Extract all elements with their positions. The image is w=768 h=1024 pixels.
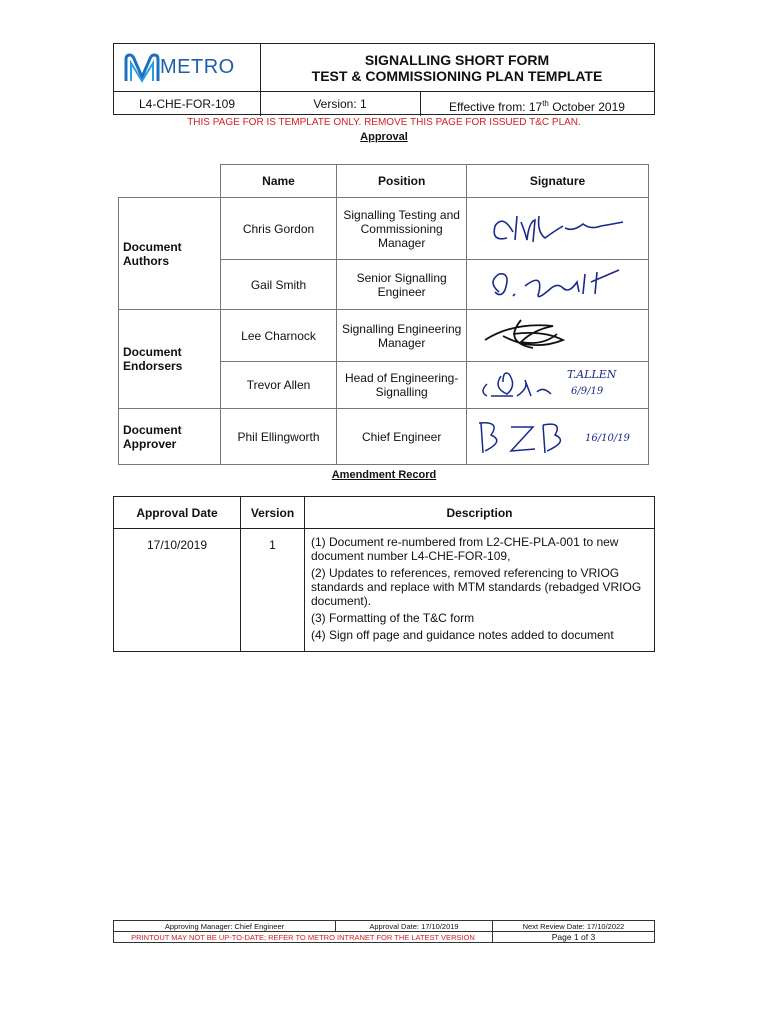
effective-date-suffix: October 2019 bbox=[548, 100, 625, 114]
footer-row-1 bbox=[114, 921, 655, 932]
description-item: (1) Document re-numbered from L2-CHE-PLA-001 to new document number L4-CHE-FOR-109, bbox=[311, 535, 619, 563]
effective-date-prefix: Effective from: 17 bbox=[449, 100, 543, 114]
group-endorsers: Document Endorsers bbox=[119, 310, 221, 409]
logo-cell bbox=[114, 44, 261, 91]
col-approval-date: Approval Date bbox=[114, 497, 241, 529]
col-position: Position bbox=[337, 165, 467, 198]
signature-date-text: 6/9/19 bbox=[571, 386, 604, 397]
col-version: Version bbox=[241, 497, 305, 529]
footer-page-number: Page 1 of 3 bbox=[493, 932, 655, 943]
footer-review-date: Next Review Date: 17/10/2022 bbox=[493, 921, 655, 932]
signatory-name: Gail Smith bbox=[220, 260, 337, 310]
description-item: (2) Updates to references, removed referencing to VRIOG standards and replace with MTM standards (rebadged VRIOG document). bbox=[311, 566, 642, 608]
table-row bbox=[119, 198, 649, 260]
signatory-position: Senior Signalling Engineer bbox=[337, 260, 467, 310]
amendment-table bbox=[113, 496, 655, 652]
footer-printout-warning: PRINTOUT MAY NOT BE UP-TO-DATE; REFER TO METRO INTRANET FOR THE LATEST VERSION bbox=[114, 932, 493, 943]
title-line-1: SIGNALLING SHORT FORM bbox=[364, 52, 550, 68]
signature-date-text: 16/10/19 bbox=[585, 433, 630, 444]
logo-text: METRO bbox=[160, 56, 235, 78]
amendment-header-row bbox=[114, 497, 655, 529]
table-row bbox=[119, 409, 649, 465]
handwritten-signature-icon bbox=[473, 262, 643, 304]
signatory-name: Chris Gordon bbox=[220, 198, 337, 260]
amendment-version: 1 bbox=[241, 529, 305, 652]
table-row bbox=[119, 310, 649, 362]
document-header bbox=[113, 43, 655, 115]
page-footer bbox=[113, 920, 655, 943]
signature-cell bbox=[467, 260, 649, 310]
title-line-2: TEST & COMMISSIONING PLAN TEMPLATE bbox=[311, 68, 603, 84]
signatory-name: Trevor Allen bbox=[220, 362, 337, 409]
group-authors: Document Authors bbox=[119, 198, 221, 310]
handwritten-signature-icon bbox=[473, 202, 643, 252]
footer-approval-date: Approval Date: 17/10/2019 bbox=[336, 921, 493, 932]
col-name: Name bbox=[220, 165, 337, 198]
effective-date-sup: th bbox=[542, 99, 549, 108]
signatory-name: Phil Ellingworth bbox=[220, 409, 337, 465]
description-item: (3) Formatting of the T&C form bbox=[311, 611, 475, 625]
description-item: (4) Sign off page and guidance notes added to document bbox=[311, 628, 614, 642]
signature-cell bbox=[467, 409, 649, 465]
amendment-date: 17/10/2019 bbox=[114, 529, 241, 652]
handwritten-signature-icon bbox=[473, 312, 643, 356]
signature-cell bbox=[467, 198, 649, 260]
col-description: Description bbox=[305, 497, 655, 529]
amendment-heading: Amendment Record bbox=[331, 469, 437, 481]
amendment-description bbox=[305, 529, 655, 652]
handwritten-signature-icon bbox=[471, 415, 581, 459]
header-meta-row bbox=[114, 91, 654, 116]
table-row bbox=[114, 529, 655, 652]
effective-date bbox=[420, 92, 654, 116]
approval-table bbox=[118, 164, 649, 465]
template-notice: THIS PAGE FOR IS TEMPLATE ONLY. REMOVE THIS PAGE FOR ISSUED T&C PLAN. bbox=[187, 117, 581, 128]
handwritten-signature-icon bbox=[473, 366, 563, 406]
col-signature: Signature bbox=[467, 165, 649, 198]
signatory-position: Head of Engineering-Signalling bbox=[337, 362, 467, 409]
approval-header-row bbox=[119, 165, 649, 198]
approval-heading: Approval bbox=[360, 131, 408, 143]
group-approver: Document Approver bbox=[119, 409, 221, 465]
blank-corner bbox=[119, 165, 221, 198]
signatory-name: Lee Charnock bbox=[220, 310, 337, 362]
footer-manager: Approving Manager: Chief Engineer bbox=[114, 921, 336, 932]
signatory-position: Chief Engineer bbox=[337, 409, 467, 465]
signatory-position: Signalling Engineering Manager bbox=[337, 310, 467, 362]
signature-cell bbox=[467, 310, 649, 362]
metro-logo-icon bbox=[122, 53, 162, 83]
signature-name-text: T.ALLEN bbox=[567, 368, 617, 381]
footer-row-2 bbox=[114, 932, 655, 943]
signatory-position: Signalling Testing and Commissioning Manager bbox=[337, 198, 467, 260]
doc-number: L4-CHE-FOR-109 bbox=[114, 92, 261, 116]
doc-version: Version: 1 bbox=[260, 92, 421, 116]
signature-cell bbox=[467, 362, 649, 409]
